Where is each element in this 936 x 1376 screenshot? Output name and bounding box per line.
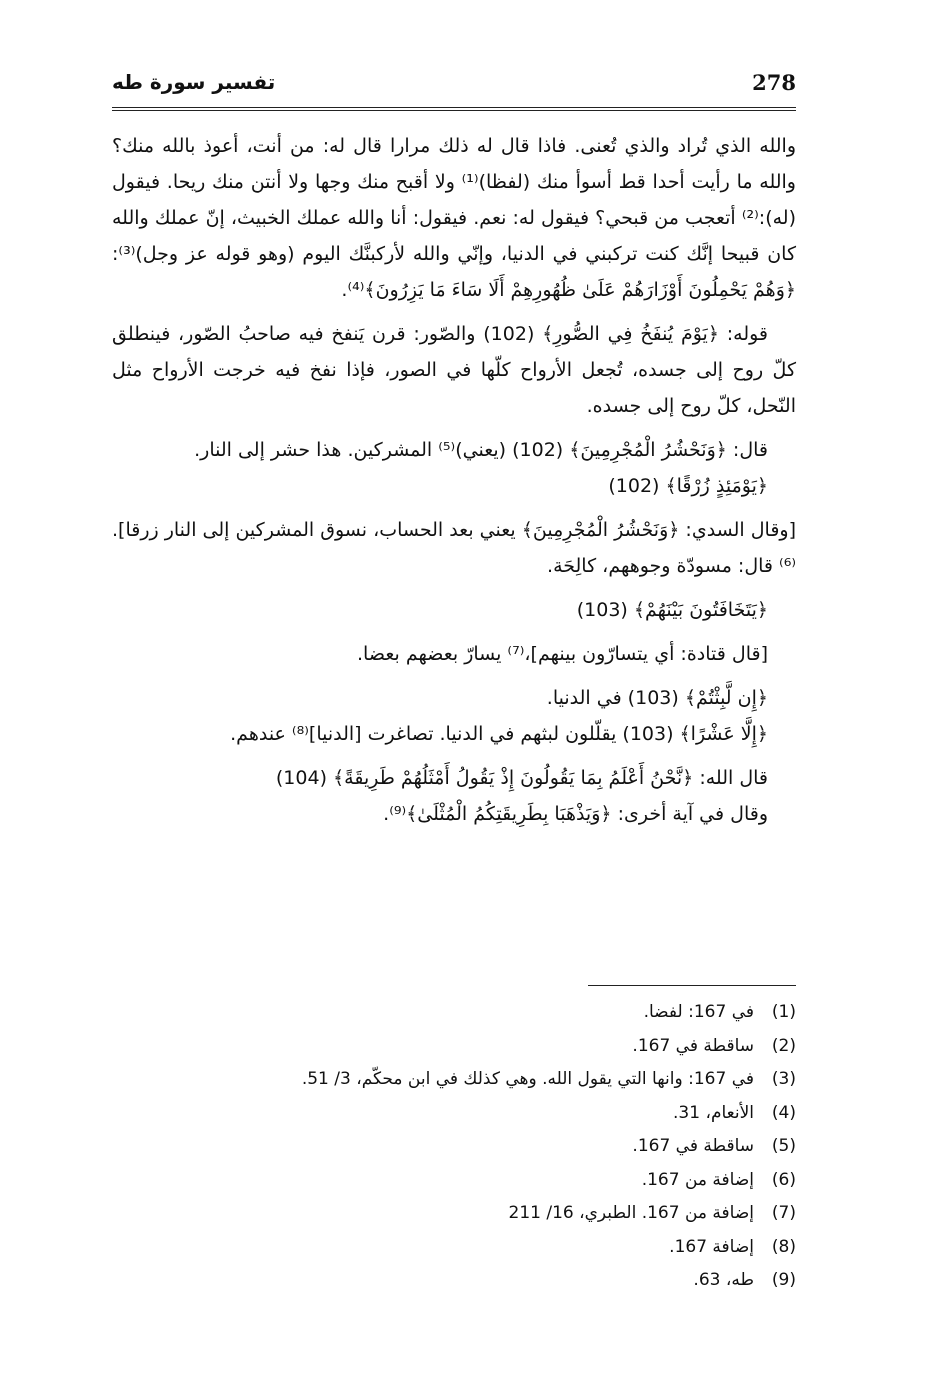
footnote-text: إضافة 167. [669,1236,754,1257]
footnote-number: (4) [771,1102,796,1123]
footnote-number: (5) [771,1136,796,1156]
footnote-number: (6) [771,1169,796,1190]
footnote-number: (8) [771,1236,796,1257]
paragraph: والله الذي تُراد والذي تُعنى. فاذا قال له ذلك مرارا قال له: من أنت، أعوذ بالله منك؟ والله ما رأيت أحدا قط أسوأ منك (لفظا)⁽¹⁾ ولا أقبح منك وجها ولا أنتن منك ريحا. فيقول (له):⁽²⁾ أتعجب من قبحي؟ فيقول له: نعم. فيقول: أنا والله عملك الخبيث، إنّ عملك والله كان قبيحا إنَّك كنت تركبني في الدنيا، وإنّي والله لأركبنَّك اليوم (وهو قوله عز وجل)⁽³⁾: ﴿وَهُمْ يَحْمِلُونَ أَوْزَارَهُمْ عَلَىٰ ظُهُورِهِمْ أَلَا سَاءَ مَا يَزِرُونَ﴾⁽⁴⁾. [112,135,796,301]
footnote-text: الأنعام، 31. [673,1102,754,1123]
footnote-number: (2) [771,1035,796,1056]
footnotes [112,996,796,1298]
page-header [112,70,796,106]
footnote-text: طه، 63. [693,1270,754,1290]
paragraph: ﴿يَوْمَئِذٍ زُرْقًا﴾ (102) [608,475,768,497]
paragraph: وقال في آية أخرى: ﴿وَيَذْهَبَا بِطَرِيقَتِكُمُ الْمُثْلَىٰ﴾⁽⁹⁾. [383,803,768,825]
paragraph: قال الله: ﴿نَّحْنُ أَعْلَمُ بِمَا يَقُولُونَ إِذْ يَقُولُ أَمْثَلُهُمْ طَرِيقَةً﴾ (104) [275,767,768,789]
header-rule [112,107,796,111]
footnote-text: في 167: وانها التي يقول الله. وهي كذلك في ابن محكّم، 3/ 51. [301,1069,754,1089]
footnote [112,1097,796,1131]
footnote-text: إضافة من 167. الطبري، 16/ 211 [508,1203,754,1223]
footnote [112,1063,796,1097]
paragraph: ﴿يَتَخَافَتُونَ بَيْنَهُمْ﴾ (103) [576,599,768,621]
footnote-number: (9) [771,1270,796,1290]
page-number: 278 [752,70,796,95]
footnote [112,1264,796,1298]
footnote-number: (7) [771,1203,796,1223]
paragraph: [قال قتادة: أي يتسارّون بينهم]،⁽⁷⁾ يسارّ بعضهم بعضا. [357,643,768,665]
footnote-text: في 167: لفضا. [643,1002,754,1022]
footnote [112,1130,796,1164]
paragraph: ﴿إِن لَّبِثْتُمْ﴾ (103) في الدنيا. [546,687,768,709]
main-text [112,128,796,832]
paragraph: قال: ﴿وَنَحْشُرُ الْمُجْرِمِينَ﴾ (102) (يعني)⁽⁵⁾ المشركين. هذا حشر إلى النار. [194,439,768,461]
footnote-number: (3) [771,1069,796,1089]
footnote [112,1164,796,1198]
footnote-rule [588,985,796,986]
footnote [112,1030,796,1064]
footnote-text: ساقطة في 167. [632,1136,754,1156]
footnote [112,996,796,1030]
paragraph: ﴿إِلَّا عَشْرًا﴾ (103) يقلّلون لبثهم في الدنيا. تصاغرت [الدنيا]⁽⁸⁾ عندهم. [230,723,768,745]
paragraph: [وقال السدي: ﴿وَنَحْشُرُ الْمُجْرِمِينَ﴾ يعني بعد الحساب، نسوق المشركين إلى النار زرقا].⁽⁶⁾ قال: مسودّة وجوههم، كالِحَة. [112,519,796,577]
footnote [112,1231,796,1265]
running-title: تفسير سورة طه [112,70,276,94]
footnote-number: (1) [771,1002,796,1022]
footnote-text: ساقطة في 167. [632,1035,754,1056]
footnote [112,1197,796,1231]
footnote-text: إضافة من 167. [641,1169,754,1190]
paragraph: قوله: ﴿يَوْمَ يُنفَخُ فِي الصُّورِ﴾ (102) والصّور: قرن يَنفخ فيه صاحبُ الصّور، فينطلق كلّ روح إلى جسده، تُجعل الأرواح كلّها في الصور، فإذا نفخ فيه خرجت الأرواح مثل النّحل، كلّ روح إلى جسده. [112,323,796,417]
